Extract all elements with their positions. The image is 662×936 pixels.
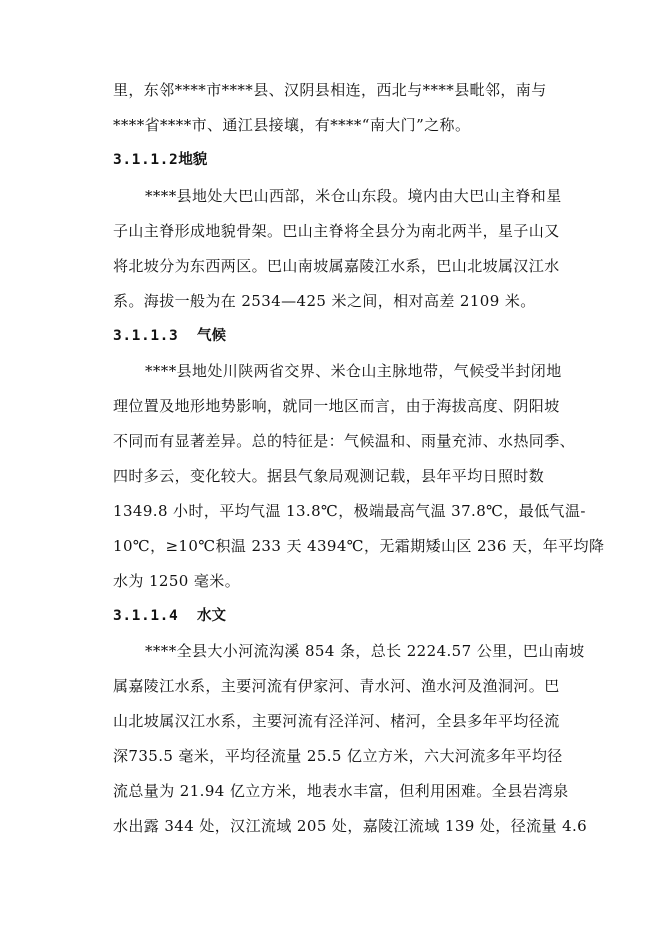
- hydrology-line-5: 流总量为 21.94 亿立方米，地表水丰富，但利用困难。全县岩湾泉: [113, 782, 569, 800]
- climate-line-2: 理位置及地形地势影响，就同一地区而言，由于海拔高度、阴阳坡: [113, 397, 560, 415]
- climate-line-3: 不同而有显著差异。总的特征是：气候温和、雨量充沛、水热同季、: [113, 432, 576, 450]
- hydrology-line-6: 水出露 344 处，汉江流域 205 处，嘉陵江流域 139 处，径流量 4.6: [113, 817, 588, 835]
- section-number: 3.1.1.4: [113, 608, 179, 624]
- section-title: 水文: [196, 608, 226, 624]
- section-number: 3.1.1.3: [113, 328, 179, 344]
- section-heading-landform: [113, 150, 207, 170]
- landform-line-2: 子山主脊形成地貌骨架。巴山主脊将全县分为南北两半，星子山又: [113, 222, 560, 240]
- section-number: 3.1.1.2: [113, 152, 179, 168]
- section-title: 气候: [196, 328, 226, 344]
- section-heading-climate: [113, 326, 226, 346]
- hydrology-line-1: ****全县大小河流沟溪 854 条，总长 2224.57 公里，巴山南坡: [145, 642, 585, 660]
- hydrology-line-3: 山北坡属汉江水系，主要河流有泾洋河、楮河，全县多年平均径流: [113, 712, 560, 730]
- landform-line-1: ****县地处大巴山西部，米仓山东段。境内由大巴山主脊和星: [145, 187, 562, 205]
- section-heading-hydrology: [113, 606, 226, 626]
- intro-line-2: ****省****市、通江县接壤，有****“南大门”之称。: [113, 116, 471, 134]
- climate-line-4: 四时多云，变化较大。据县气象局观测记载，县年平均日照时数: [113, 467, 545, 485]
- section-title: 地貌: [178, 152, 208, 168]
- intro-line-1: 里，东邻****市****县、汉阴县相连，西北与****县毗邻，南与: [113, 81, 547, 99]
- landform-line-3: 将北坡分为东西两区。巴山南坡属嘉陵江水系，巴山北坡属汉江水: [113, 257, 560, 275]
- climate-line-5: 1349.8 小时，平均气温 13.8℃，极端最高气温 37.8℃，最低气温-: [113, 502, 586, 520]
- climate-line-1: ****县地处川陕两省交界、米仓山主脉地带，气候受半封闭地: [145, 362, 562, 380]
- hydrology-line-2: 属嘉陵江水系，主要河流有伊家河、青水河、渔水河及渔洞河。巴: [113, 677, 560, 695]
- landform-line-4: 系。海拔一般为在 2534—425 米之间，相对高差 2109 米。: [113, 292, 536, 310]
- climate-line-7: 水为 1250 毫米。: [113, 572, 241, 590]
- hydrology-line-4: 深735.5 毫米，平均径流量 25.5 亿立方米，六大河流多年平均径: [113, 747, 563, 765]
- climate-line-6: 10℃，≥10℃积温 233 天 4394℃，无霜期矮山区 236 天，年平均降: [113, 537, 605, 555]
